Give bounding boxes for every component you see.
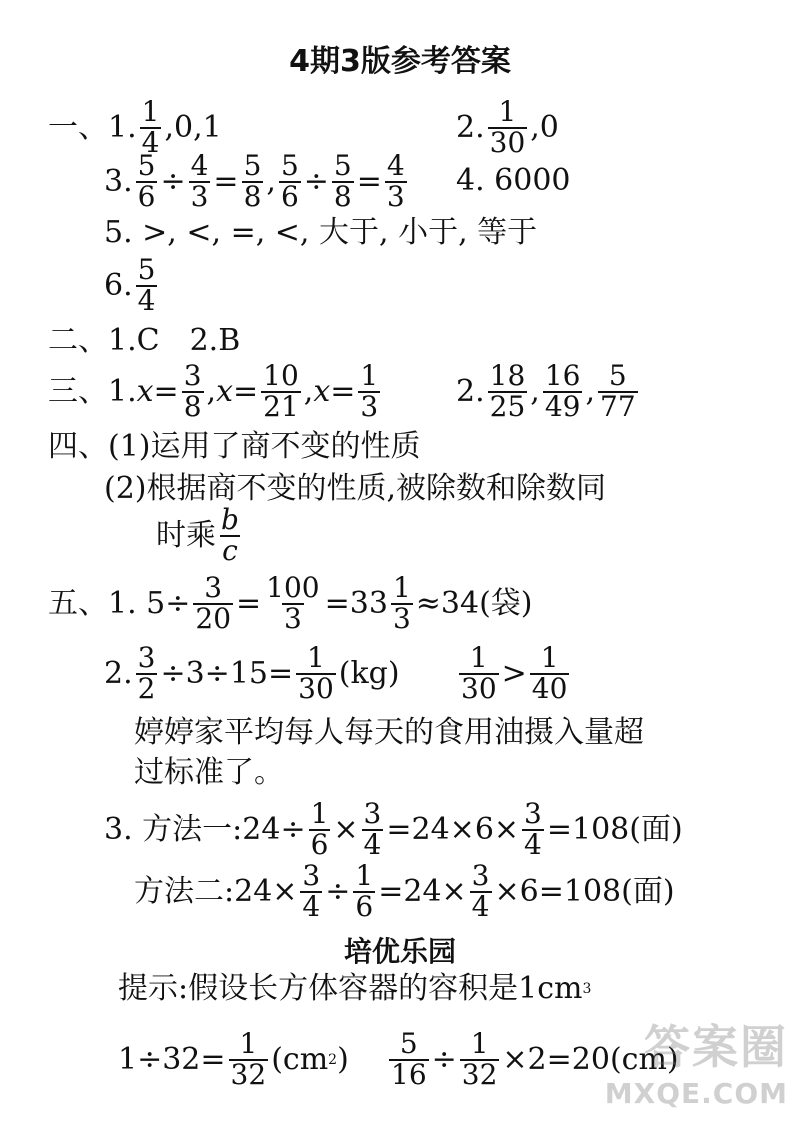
denominator: 4 [471,889,490,923]
numerator: 1 [498,95,517,128]
answer-text: (2)根据商不变的性质,被除数和除数同 [104,471,607,506]
equals-sign: = [236,585,262,621]
denominator: 77 [600,389,636,423]
denominator: 3 [360,389,379,423]
divide-sign: ÷ [160,163,186,199]
denominator: 30 [298,671,334,705]
answer-text: =24×6× [386,811,520,847]
denominator: 16 [391,1057,427,1091]
numerator: 5 [137,253,156,286]
answer-text: 4. 6000 [456,163,571,198]
fraction [522,797,544,861]
fraction [136,641,158,705]
watermark [605,1011,788,1110]
denominator: 3 [190,179,209,213]
denominator: 40 [531,671,568,705]
numerator: 3 [471,859,490,892]
numerator: 5 [243,149,262,182]
answer-text: 过标准了。 [134,755,284,790]
superscript: 3 [582,981,592,997]
numerator: 1 [141,95,160,128]
q-label: 方法二:24× [134,873,298,909]
equals-sign: = [213,163,239,199]
numerator: 100 [266,571,320,604]
numerator: 1 [239,1027,258,1060]
numerator: 5 [280,149,299,182]
denominator: 8 [243,179,262,213]
s1-q4 [456,163,571,198]
answer-text: 二、1.C 2.B [48,323,241,358]
denominator: 32 [230,1057,267,1091]
q-label: 3. 方法一:24÷ [104,811,306,847]
q-label: 五、1. 5÷ [48,585,191,621]
numerator: 5 [333,149,352,182]
denominator: 6 [310,827,329,861]
hint-text: 提示:假设长方体容器的容积是1cm [118,971,583,1006]
fraction [193,571,233,635]
s5-q3-method1 [104,797,683,861]
numerator: 1 [310,797,329,830]
comma: , [530,373,540,409]
s3-q2 [456,359,641,423]
denominator: 30 [489,125,526,159]
fraction [470,859,492,923]
variable-x: x [136,373,154,409]
page-title: 4期3版参考答案 [289,44,511,79]
comma: , [266,163,276,199]
numerator: 3 [524,797,542,830]
s3-q1 [48,359,383,423]
s2 [48,323,241,358]
fraction [264,571,321,635]
equals-sign: = [330,373,356,409]
divide-sign: ÷ [325,873,351,909]
fraction [362,797,384,861]
divide-sign: ÷ [303,163,329,199]
answer-text: 时乘 [156,517,216,553]
watermark-logo-text: 答案圈 [644,1020,788,1074]
greater-than-sign: > [501,655,527,691]
equals-sign: = [153,373,179,409]
fraction [229,1027,269,1091]
q-label: 一、1. [48,109,137,145]
numerator: 3 [302,859,321,892]
s4-l2 [104,471,607,506]
s5-q3-method2 [134,859,675,923]
denominator: 30 [461,671,497,705]
fraction [279,149,301,213]
fraction [389,1027,429,1091]
fraction [460,1027,500,1091]
q-label: 6. [104,267,133,303]
denominator: 8 [333,179,352,213]
comma: , [303,373,314,409]
answer-text: ≈34(袋) [415,585,533,621]
superscript: 2 [328,1051,338,1068]
numerator: 1 [355,859,374,892]
s4-l1 [48,429,421,464]
mixed-number [349,571,416,635]
numerator: 3 [363,797,382,830]
fraction [300,859,322,923]
s5-q1 [48,571,533,635]
answer-text: ,0,1 [164,109,222,145]
equals-sign: = [232,373,259,409]
q-label: 3. [104,163,133,199]
s5-q2-text1 [134,715,644,750]
s5-q2-compare [456,641,572,705]
watermark-url: MXQE.COM [604,1077,788,1110]
bonus-title: 培优乐园 [343,935,456,968]
fraction [261,359,301,423]
q-label: 2. [104,655,133,691]
numerator: 5 [137,149,156,182]
denominator: 3 [283,601,302,635]
comma: , [206,373,217,409]
fraction [543,359,583,423]
q-label: 2. [456,109,485,145]
fraction [488,359,528,423]
fraction [353,859,375,923]
bonus-hint [118,971,592,1006]
numerator: 4 [386,149,405,182]
denominator: 6 [137,179,156,213]
denominator: 21 [263,389,299,423]
fraction [296,641,336,705]
fraction [488,95,528,159]
bonus-calc1 [118,1027,349,1091]
denominator: 3 [386,179,405,213]
divide-sign: ÷ [431,1041,457,1077]
denominator: 6 [280,179,299,213]
q-label: 2. [456,373,485,409]
fraction [459,641,499,705]
denominator: 4 [141,125,160,159]
fraction [332,149,354,213]
denominator: 25 [489,389,526,423]
unit-text: (cm [271,1041,329,1077]
denominator: 20 [195,601,232,635]
fraction [219,503,241,567]
answer-text: 婷婷家平均每人每天的食用油摄入量超 [134,715,644,750]
s1-q6 [104,253,160,317]
numerator: b [221,503,239,536]
numerator: 3 [204,571,223,604]
numerator: 10 [263,359,299,392]
equals-sign: = [356,163,382,199]
fraction [189,149,211,213]
fraction [391,571,413,635]
fraction [242,149,264,213]
denominator: 2 [137,671,156,705]
denominator: 8 [183,389,202,423]
multiply-sign: × [333,811,359,847]
equals-sign: = [324,585,350,621]
denominator: 4 [363,827,382,861]
fraction [530,641,570,705]
s1-q5 [104,215,538,250]
numerator: 3 [137,641,156,674]
numerator: 1 [392,571,411,604]
denominator: 32 [461,1057,498,1091]
numerator: 1 [470,1027,489,1060]
numerator: 1 [307,641,325,674]
numerator: 5 [399,1027,418,1060]
answer-text: ×2=20(cm) [502,1041,679,1077]
answer-text: 1÷32= [118,1041,226,1077]
answer-text: 5. >, <, =, <, 大于, 小于, 等于 [104,215,538,250]
numerator: 18 [489,359,526,392]
whole-part: 33 [349,585,388,621]
comma: , [585,373,595,409]
s1-q2 [456,95,559,159]
numerator: 1 [540,641,559,674]
fraction [136,253,158,317]
denominator: 4 [524,827,542,861]
fraction [385,149,407,213]
fraction [598,359,638,423]
fraction [182,359,204,423]
s1-q3 [104,149,410,213]
denominator: 3 [392,601,411,635]
answer-text: =24× [378,873,467,909]
unit-text: (kg) [338,655,400,691]
answer-text: 四、(1)运用了商不变的性质 [48,429,421,464]
numerator: 5 [608,359,627,392]
q-label: 三、1. [48,373,137,409]
s5-q2 [104,641,400,705]
fraction [309,797,331,861]
numerator: 16 [544,359,581,392]
numerator: 1 [360,359,379,392]
denominator: c [222,533,238,567]
numerator: 1 [469,641,488,674]
denominator: 4 [137,283,156,317]
denominator: 49 [544,389,581,423]
denominator: 6 [355,889,374,923]
fraction [358,359,380,423]
answer-text: ,0 [530,109,559,145]
unit-text: ) [337,1041,349,1077]
s4-l3 [156,503,244,567]
answer-text: ×6=108(面) [494,873,675,909]
s5-q2-text2 [134,755,284,790]
variable-x: x [216,373,233,409]
answer-text: ÷3÷15= [160,655,294,691]
answer-text: =108(面) [546,811,683,847]
numerator: 3 [183,359,202,392]
denominator: 4 [302,889,321,923]
variable-x: x [313,373,331,409]
numerator: 4 [190,149,209,182]
fraction [136,149,158,213]
